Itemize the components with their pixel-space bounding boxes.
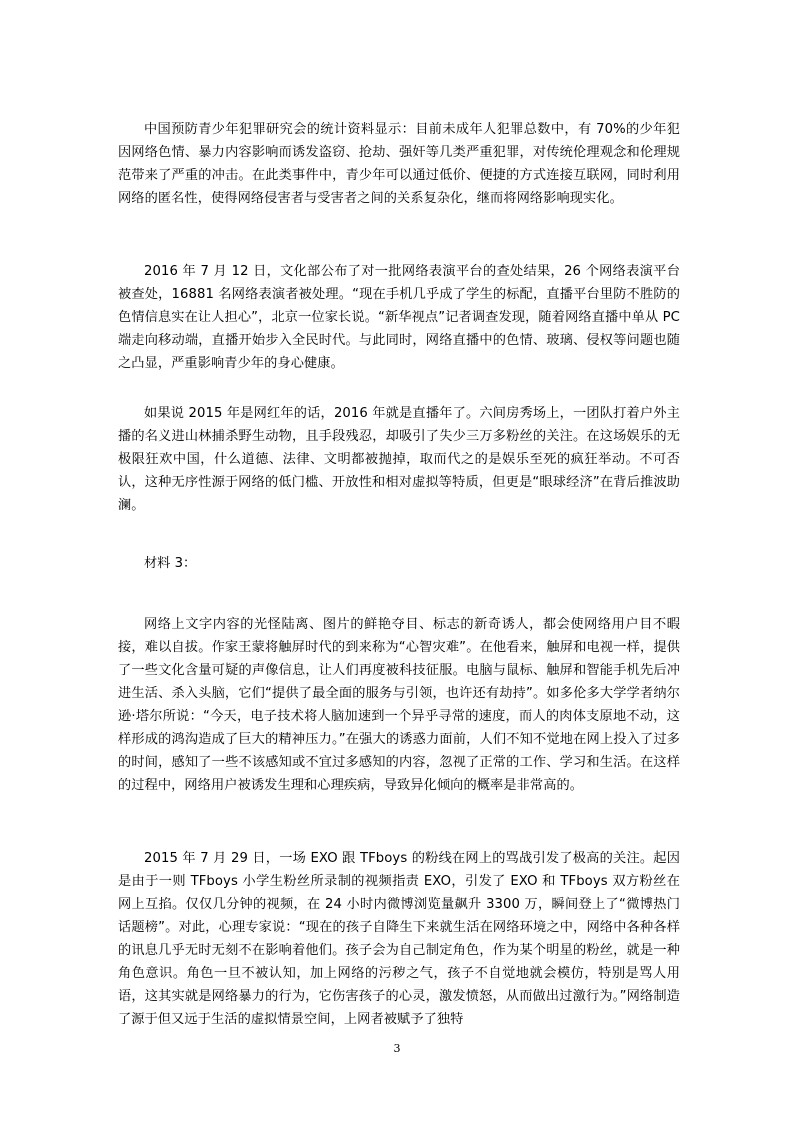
paragraph-touchscreen-era: 网络上文字内容的光怪陆离、图片的鲜艳夺目、标志的新奇诱人，都会使网络用户目不暇接，难以自拔。作家王蒙将触屏时代的到来称为“心智灾难”。在他看来，触屏和电视一样，提供了一些文化含量可疑的声像信息，让人们再度被科技征服。电脑与鼠标、触屏和智能手机先后冲进生活、杀入头脑，它们“提供了最全面的服务与引领，也许还有劫持”。如多伦多大学学者纳尔逊·塔尔所说：“今天，电子技术将人脑加速到一个异乎寻常的速度，而人的肉体支原地不动，这样形成的鸿沟造成了巨大的精神压力。”在强大的诱惑力面前，人们不知不觉地在网上投入了过多的时间，感知了一些不该感知或不宜过多感知的内容，忽视了正常的工作、学习和生活。在这样的过程中，网络用户被诱发生理和心理疾病，导致异化倾向的概率是非常高的。: [118, 617, 680, 793]
page-number: 3: [393, 1042, 401, 1055]
paragraph-juvenile-crime-statistics: 中国预防青少年犯罪研究会的统计资料显示：目前未成年人犯罪总数中，有 70%的少年犯因网络色情、暴力内容影响而诱发盗窃、抢劫、强奸等几类严重犯罪，对传统伦理观念和伦理规范带来了严重的冲击。在此类事件中，青少年可以通过低价、便捷的方式连接互联网，同时利用网络的匿名性，使得网络侵害者与受害者之间的关系复杂化，继而将网络影响现实化。: [118, 122, 680, 206]
paragraph-fan-war: 2015 年 7 月 29 日，一场 EXO 跟 TFboys 的粉线在网上的骂战引发了极高的关注。起因是由于一则 TFboys 小学生粉丝所录制的视频指责 EXO，引发了 EXO 和 TFboys 双方粉丝在网上互掐。仅仅几分钟的视频，在 24 小时内微博浏览量飙升 3300 万，瞬间登上了“微博热门话题榜”。对此，心理专家说：“现在的孩子自降生下来就生活在网络环境之中，网络中各种各样的讯息几乎无时无刻不在影响着他们。孩子会为自己制定角色，作为某个明星的粉丝，就是一种角色意识。角色一旦不被认知，加上网络的污秽之气，孩子不自觉地就会模仿，特别是骂人用语，这其实就是网络暴力的行为，它伤害孩子的心灵，激发愤怒，从而做出过激行为。”网络制造了源于但又远于生活的虚拟情景空间，上网者被赋予了独特: [118, 851, 680, 1027]
paragraph-live-streaming-crackdown: 2016 年 7 月 12 日，文化部公布了对一批网络表演平台的查处结果，26 个网络表演平台被查处，16881 名网络表演者被处理。“现在手机几乎成了学生的标配，直播平台里防不胜防的色情信息实在让人担心”，北京一位家长说。“新华视点”记者调查发现，随着网络直播中单从 PC 端走向移动端，直播开始步入全民时代。与此同时，网络直播中的色情、玻璃、侵权等问题也随之凸显，严重影响青少年的身心健康。: [118, 264, 680, 371]
paragraph-live-streaming-year: 如果说 2015 年是网红年的话，2016 年就是直播年了。六间房秀场上，一团队打着户外主播的名义进山林捕杀野生动物，且手段残忍，却吸引了失少三万多粉丝的关注。在这场娱乐的无极限狂欢中国，什么道德、法律、文明都被抛掉，取而代之的是娱乐至死的疯狂举动。不可否认，这种无序性源于网络的低门槛、开放性和相对虚拟等特质，但更是“眼球经济”在背后推波助澜。: [118, 406, 680, 513]
material-3-heading: 材料 3：: [144, 556, 197, 571]
